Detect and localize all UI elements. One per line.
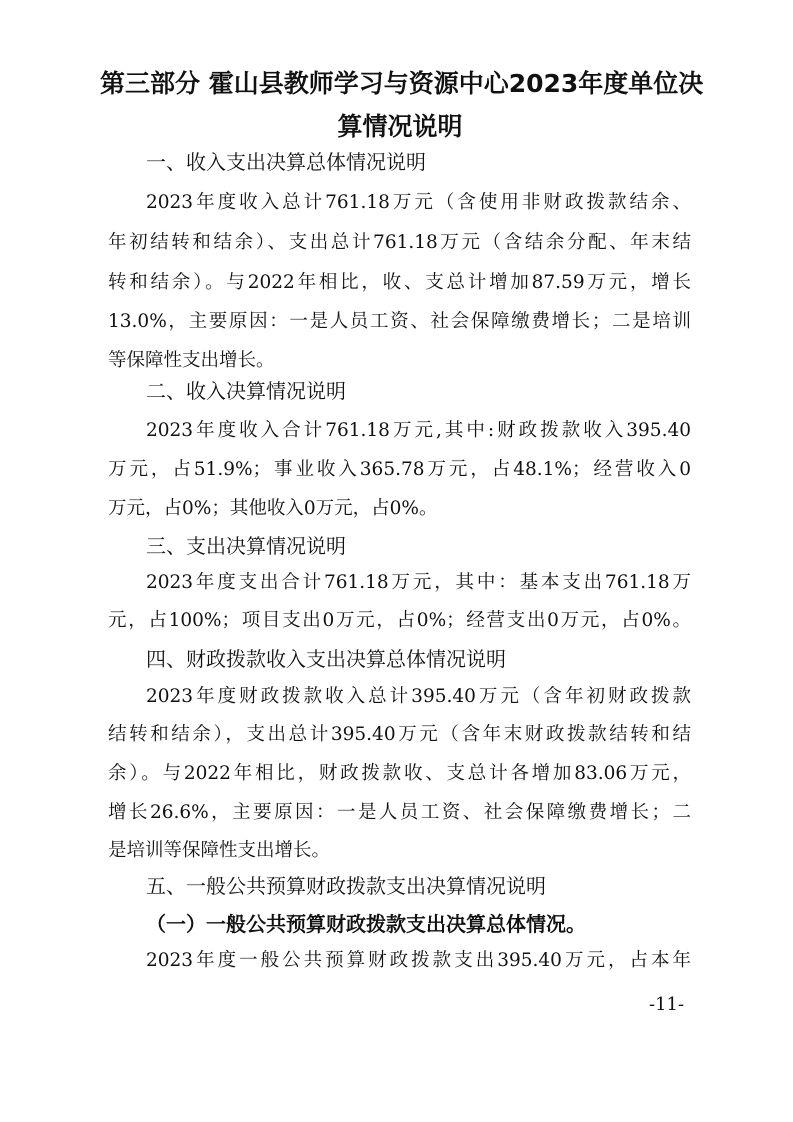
page-title-line-1: 第三部分 霍山县教师学习与资源中心2023年度单位决 [100, 69, 704, 98]
section-4-line-3: 余）。与2022年相比，财政拨款收、支总计各增加83.06万元， [108, 763, 691, 784]
section-5-subheading: （一）一般公共预算财政拨款支出决算总体情况。 [146, 912, 586, 936]
page-title-line-2: 算情况说明 [337, 112, 463, 141]
section-2-line-2: 万元，占51.9%；事业收入365.78万元，占48.1%；经营收入0 [108, 459, 691, 480]
section-3-line-1: 2023年度支出合计761.18万元，其中：基本支出761.18万 [146, 572, 691, 593]
section-2-line-1: 2023年度收入合计761.18万元,其中:财政拨款收入395.40 [146, 420, 691, 441]
section-4-line-1: 2023年度财政拨款收入总计395.40万元（含年初财政拨款 [146, 686, 691, 707]
page-number: -11- [649, 994, 685, 1015]
section-4-line-5: 是培训等保障性支出增长。 [108, 840, 331, 861]
section-3-heading: 三、支出决算情况说明 [146, 534, 346, 558]
section-2-line-3: 万元，占0%；其他收入0万元，占0%。 [108, 498, 438, 519]
section-1-line-2: 年初结转和结余）、支出总计761.18万元（含结余分配、年末结 [108, 232, 691, 253]
section-1-line-1: 2023年度收入总计761.18万元（含使用非财政拨款结余、 [146, 192, 691, 213]
section-5-heading: 五、一般公共预算财政拨款支出决算情况说明 [146, 874, 546, 898]
section-2-heading: 二、收入决算情况说明 [146, 379, 346, 403]
section-5-line-1: 2023年度一般公共预算财政拨款支出395.40万元，占本年 [146, 950, 691, 971]
section-1-line-4: 13.0%，主要原因：一是人员工资、社会保障缴费增长；二是培训 [108, 311, 691, 332]
section-4-line-2: 结转和结余），支出总计395.40万元（含年末财政拨款结转和结 [108, 724, 691, 745]
section-4-heading: 四、财政拨款收入支出决算总体情况说明 [146, 647, 506, 671]
section-1-line-5: 等保障性支出增长。 [108, 350, 275, 371]
section-3-line-2: 元，占100%；项目支出0万元，占0%；经营支出0万元，占0%。 [108, 610, 691, 631]
section-1-line-3: 转和结余）。与2022年相比，收、支总计增加87.59万元，增长 [108, 272, 691, 293]
section-4-line-4: 增长26.6%，主要原因：一是人员工资、社会保障缴费增长；二 [108, 802, 691, 823]
section-1-heading: 一、收入支出决算总体情况说明 [146, 150, 426, 174]
